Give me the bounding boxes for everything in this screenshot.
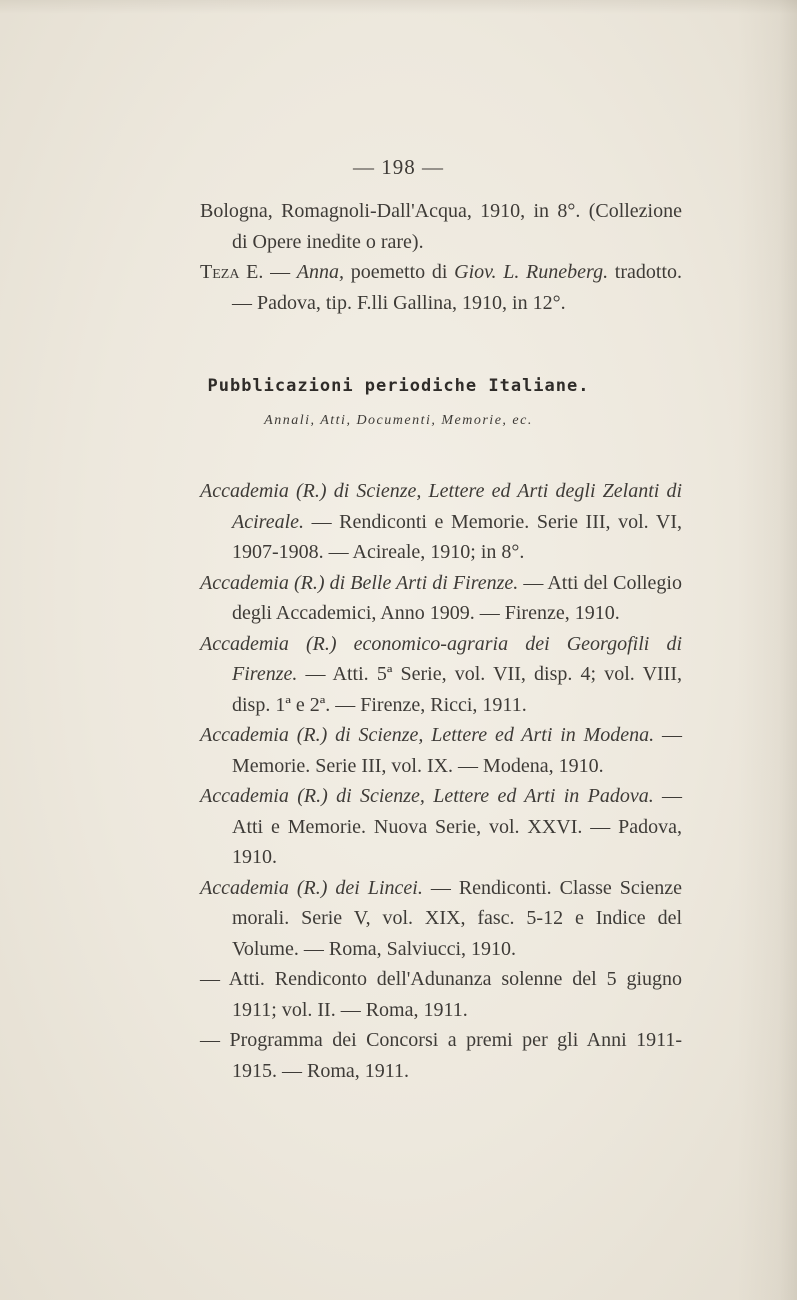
entry-institution: di Scienze, Lettere ed Arti degli Zelanti di Acireale. — [232, 480, 683, 533]
entry-institution: dei Lincei. — [335, 876, 423, 899]
entry-details: — Programma dei Concorsi a premi per gli Anni 1911-1915. — Roma, 1911. — [200, 1029, 682, 1082]
entry-title: Anna, — [296, 261, 344, 283]
list-item — [200, 720, 682, 781]
page-shadow-right — [737, 0, 797, 1300]
page-shadow-top — [0, 0, 797, 14]
entry-name: Accademia — [200, 785, 289, 807]
entry-name: Accademia — [200, 480, 289, 502]
list-item — [200, 1025, 682, 1086]
entry-details: — Atti. Rendiconto dell'Adunanza solenne del 5 giugno 1911; vol. II. — Roma, 1911. — [200, 968, 682, 1021]
entry-details: — Atti. 5ª Serie, vol. VII, disp. 4; vol. VIII, disp. 1ª e 2ª. — Firenze, Ricci, 1911. — [232, 663, 682, 716]
entry-name: Accademia — [200, 571, 289, 594]
entry-details: — Atti del Collegio degli Accademici, Anno 1909. — Firenze, 1910. — [232, 571, 682, 624]
section-title: Pubblicazioni periodiche Italiane. — [207, 376, 590, 396]
entry-person: Giov. L. Runeberg. — [454, 261, 609, 283]
entry-name: Accademia — [200, 632, 289, 655]
page-number: — 198 — — [353, 155, 444, 179]
top-entries — [200, 196, 682, 318]
entry-institution: economico-agraria dei Georgofili di Firenze. — [232, 632, 683, 685]
entry-teza — [200, 257, 682, 318]
entry-paren: (R.) — [296, 480, 327, 502]
list-item — [200, 781, 682, 873]
entry-name: Accademia — [200, 724, 289, 746]
list-item — [200, 476, 682, 568]
entry-middle: poemetto di — [344, 261, 455, 283]
entry-institution: di Scienze, Lettere ed Arti in Padova. — [336, 785, 654, 807]
entry-separator: — — [263, 261, 297, 283]
entry-paren: (R.) — [297, 785, 328, 807]
entry-institution: di Belle Arti di Firenze. — [329, 571, 519, 594]
entry-rest: tradotto. — Padova, tip. F.lli Gallina, 1910, in 12°. — [232, 261, 682, 314]
entry-paren: (R.) — [293, 571, 325, 594]
entry-paren: (R.) — [296, 724, 328, 746]
periodicals-list — [200, 476, 682, 1086]
entry-details: — Rendiconti. Classe Scienze morali. Serie V, vol. XIX, fasc. 5-12 e Indice del Volume. — Roma, Salviucci, 1910. — [232, 876, 682, 960]
entry-institution: di Scienze, Lettere ed Arti in Modena. — [335, 724, 655, 746]
section-subtitle: Annali, Atti, Documenti, Memorie, ec. — [264, 413, 533, 428]
entry-details: — Atti e Memorie. Nuova Serie, vol. XXVI. — Padova, 1910. — [232, 785, 683, 868]
list-item — [200, 964, 682, 1025]
list-item — [200, 629, 682, 721]
entry-author: Teza E. — [200, 261, 264, 283]
entry-paren: (R.) — [296, 876, 328, 899]
entry-details: — Memorie. Serie III, vol. IX. — Modena, 1910. — [232, 724, 682, 777]
entry-text: Bologna, Romagnoli-Dall'Acqua, 1910, in 8°. (Collezione di Opere inedite o rare). — [200, 200, 682, 253]
list-item — [200, 568, 682, 629]
entry-details: — Rendiconti e Memorie. Serie III, vol. VI, 1907-1908. — Acireale, 1910; in 8°. — [232, 510, 682, 563]
entry-bologna — [200, 196, 682, 257]
list-item — [200, 873, 682, 965]
entry-name: Accademia — [200, 876, 289, 899]
entry-paren: (R.) — [305, 632, 337, 655]
